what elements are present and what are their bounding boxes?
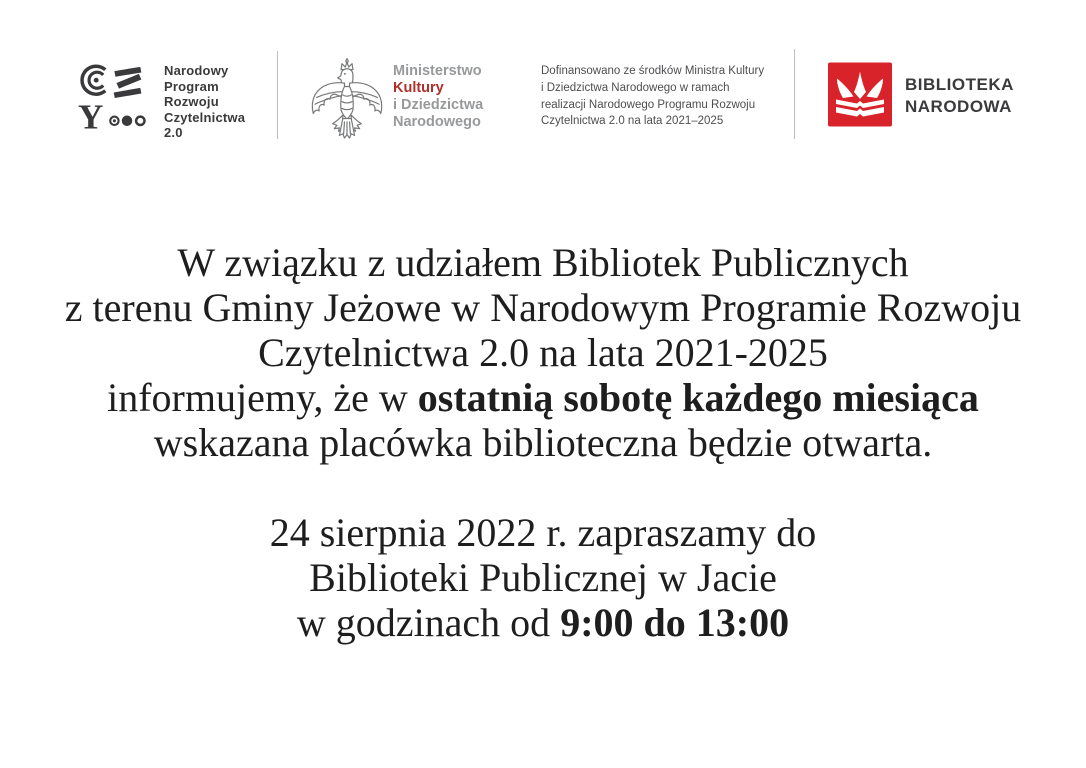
nprcz-logo-text: [164, 63, 274, 141]
ministry-line: i Dziedzictwa: [393, 97, 484, 113]
ministry-line-kultury: Kultury: [393, 80, 444, 96]
paragraph-gap: [0, 465, 1086, 510]
funding-line: Dofinansowano ze środków Ministra Kultury: [541, 65, 765, 77]
nprcz-line: Narodowy: [164, 63, 229, 78]
bn-line: NARODOWA: [905, 97, 1012, 116]
announcement-line-1: W związku z udziałem Bibliotek Publicznych: [177, 240, 909, 285]
bn-line: BIBLIOTEKA: [905, 75, 1014, 94]
hours-line: [0, 600, 1086, 645]
line-4-bold-highlight: ostatnią sobotę każdego miesiąca: [417, 375, 979, 420]
date-line: 24 sierpnia 2022 r. zapraszamy do: [269, 510, 817, 555]
announcement-line-3: Czytelnictwa 2.0 na lata 2021-2025: [258, 330, 828, 375]
hours-regular: w godzinach od: [296, 600, 561, 645]
announcement-line-5: wskazana placówka biblioteczna będzie otwarta.: [153, 420, 933, 465]
polish-eagle-icon: [309, 56, 385, 144]
nprcz-logo-mark: [77, 62, 149, 132]
nprcz-line: Rozwoju: [164, 94, 219, 109]
announcement-line-4: [0, 375, 1086, 420]
funding-line: realizacji Narodowego Programu Rozwoju: [541, 98, 756, 111]
svg-text:Y: Y: [78, 97, 104, 132]
announcement-line-2: z terenu Gminy Jeżowe w Narodowym Programie Rozwoju: [64, 285, 1022, 330]
logo-divider-right: [794, 49, 795, 139]
nprcz-line: Czytelnictwa: [164, 109, 246, 125]
nprcz-line: Program: [164, 78, 219, 94]
funding-note: [541, 63, 776, 130]
bn-logo-mark: [828, 62, 892, 127]
line-4-regular: informujemy, że w: [107, 375, 418, 420]
ministry-emblem: [309, 56, 385, 144]
library-name-line: Biblioteki Publicznej w Jacie: [309, 555, 777, 600]
cz-y-dots-monogram-icon: [77, 62, 149, 132]
nprcz-line: 2.0: [164, 125, 183, 140]
funding-line: i Dziedzictwa Narodowego w ramach: [541, 81, 730, 94]
crown-book-icon: [828, 62, 892, 127]
funding-line: Czytelnictwa 2.0 na lata 2021–2025: [541, 115, 724, 128]
hours-bold-highlight: 9:00 do 13:00: [560, 600, 790, 645]
ministry-name: [393, 63, 538, 131]
bn-logo-text: [905, 74, 1035, 118]
ministry-line: Ministerstwo: [393, 63, 482, 79]
logo-divider-left: [277, 51, 278, 139]
announcement-text: [0, 240, 1086, 645]
ministry-line: Narodowego: [393, 114, 481, 130]
